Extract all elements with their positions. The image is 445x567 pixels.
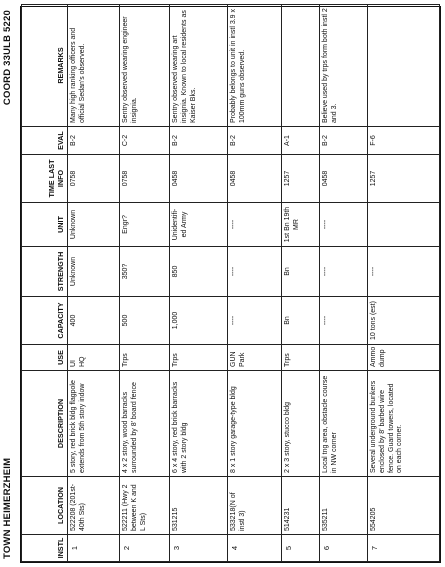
cell-use: Trps (170, 345, 228, 371)
col-header-strength: STRENGTH (22, 247, 68, 297)
cell-strength: Unknown (68, 247, 120, 297)
col-header-use: USE (22, 345, 68, 371)
cell-remarks (368, 5, 440, 127)
cell-unit: Unidentifi-ed Army (170, 203, 228, 247)
cell-time: 0458 (170, 155, 228, 203)
cell-instl: 5 (282, 535, 320, 562)
cell-strength: ---- (368, 247, 440, 297)
cell-instl: 4 (228, 535, 282, 562)
col-header-capacity: CAPACITY (22, 297, 68, 345)
col-header-remarks: REMARKS (22, 5, 68, 127)
cell-unit: ---- (228, 203, 282, 247)
cell-time: 1257 (368, 155, 440, 203)
installation-table (21, 4, 440, 562)
town-header: TOWN HEIMERZHEIM (2, 457, 13, 559)
cell-unit: Unknown (68, 203, 120, 247)
cell-use: Ammo dump (368, 345, 440, 371)
cell-strength: 850 (170, 247, 228, 297)
cell-use: Trps (282, 345, 320, 371)
cell-capacity: Bn (282, 297, 320, 345)
table-row (68, 5, 120, 562)
cell-time: 0758 (120, 155, 170, 203)
cell-eval: F-6 (368, 127, 440, 155)
cell-instl: 6 (320, 535, 368, 562)
cell-use (320, 345, 368, 371)
cell-capacity: 1,000 (170, 297, 228, 345)
cell-time: 0458 (320, 155, 368, 203)
cell-description: 8 x 1 story garage-type bldg (228, 371, 282, 477)
cell-time: 1257 (282, 155, 320, 203)
cell-remarks: Sentry observed wearing art insignia. Known to local residents as Kaiser Bks. (170, 5, 228, 127)
cell-eval: B-2 (68, 127, 120, 155)
cell-unit: 1st Bn 19th MR (282, 203, 320, 247)
table-row (170, 5, 228, 562)
table-row (320, 5, 368, 562)
cell-capacity: 10 tons (est) (368, 297, 440, 345)
col-header-eval: EVAL (22, 127, 68, 155)
cell-strength: 350? (120, 247, 170, 297)
cell-strength: ---- (320, 247, 368, 297)
table-row (368, 5, 440, 562)
col-header-location: LOCATION (22, 477, 68, 535)
cell-remarks: Probably belongs to unit in instl 3.9 x 100mm guns observed. (228, 5, 282, 127)
col-header-time-last-info: TIME LAST INFO (22, 155, 68, 203)
cell-time: 0458 (228, 155, 282, 203)
table-row (120, 5, 170, 562)
coord-header: COORD 33ULB 5220 (2, 10, 13, 106)
cell-description: 6 x 4 story, red brick barracks with 2 story bldg (170, 371, 228, 477)
cell-description: 4 x 2 story, wood barracks surrounded by 8' board fence (120, 371, 170, 477)
cell-use: UI HQ (68, 345, 120, 371)
cell-remarks (282, 5, 320, 127)
installation-table-frame (20, 6, 441, 563)
cell-unit (368, 203, 440, 247)
col-header-unit: UNIT (22, 203, 68, 247)
table-row (282, 5, 320, 562)
cell-strength: ---- (228, 247, 282, 297)
cell-location: 522208 (201st-40th Sts) (68, 477, 120, 535)
cell-capacity: 400 (68, 297, 120, 345)
cell-remarks: Believe used by trps form both instl 2 and 3. (320, 5, 368, 127)
cell-eval: C-2 (120, 127, 170, 155)
cell-description: 2 x 3 story, stucco bldg (282, 371, 320, 477)
cell-strength: Bn (282, 247, 320, 297)
cell-location: 514231 (282, 477, 320, 535)
cell-location: 554205 (368, 477, 440, 535)
cell-instl: 3 (170, 535, 228, 562)
cell-eval: B-2 (228, 127, 282, 155)
cell-unit: ---- (320, 203, 368, 247)
cell-capacity: 500 (120, 297, 170, 345)
cell-location: 531215 (170, 477, 228, 535)
cell-location: 522211 (Hwy 2 between K and L Sts) (120, 477, 170, 535)
table-row (228, 5, 282, 562)
cell-time: 0758 (68, 155, 120, 203)
col-header-instl: INSTL (22, 535, 68, 562)
cell-eval: A-1 (282, 127, 320, 155)
cell-location: 535211 (320, 477, 368, 535)
cell-instl: 2 (120, 535, 170, 562)
cell-use: Trps (120, 345, 170, 371)
cell-description: 5 story, red brick bldg flagpole extends from 5th story indow (68, 371, 120, 477)
cell-remarks: Sentry observed wearing engineer insignia. (120, 5, 170, 127)
cell-instl: 1 (68, 535, 120, 562)
cell-eval: B-2 (320, 127, 368, 155)
cell-use: GUN Park (228, 345, 282, 371)
cell-location: 533218(N of instl 3) (228, 477, 282, 535)
cell-eval: B-2 (170, 127, 228, 155)
col-header-description: DESCRIPTION (22, 371, 68, 477)
cell-remarks: Many high ranking officers and official Sedan's observed. (68, 5, 120, 127)
cell-capacity: ---- (228, 297, 282, 345)
cell-unit: Engr? (120, 203, 170, 247)
cell-description: Several underground bunkers enclosed by 8' barbed wire fence. Guard towers, located on each corner. (368, 371, 440, 477)
cell-instl: 7 (368, 535, 440, 562)
cell-description: Local tng area, obstacle course in NW corner (320, 371, 368, 477)
header-row (22, 5, 68, 562)
cell-capacity: ---- (320, 297, 368, 345)
